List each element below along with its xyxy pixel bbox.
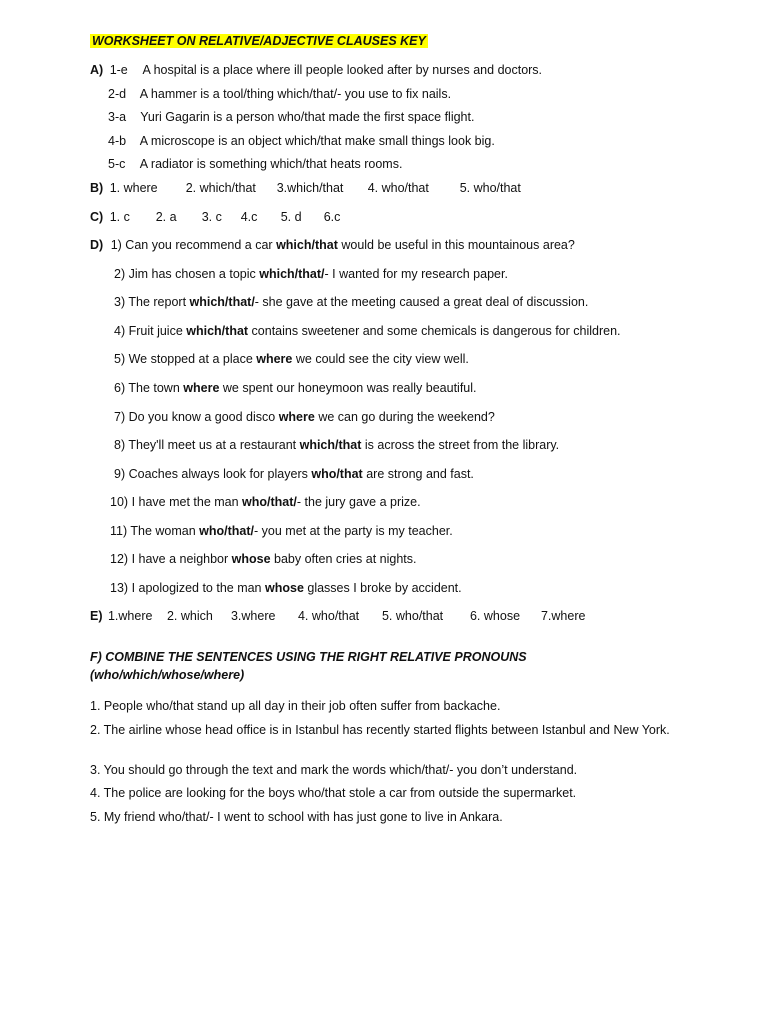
match-text: Yuri Gagarin is a person who/that made the first space flight. <box>140 110 475 124</box>
answer: 2. which <box>166 609 213 623</box>
answer: 1. where <box>109 181 158 195</box>
sentence-after: contains sweetener and some chemicals is dangerous for children. <box>248 324 621 338</box>
item-number: 8) <box>114 438 126 452</box>
section-b-label: B) <box>90 181 104 195</box>
sentence-after: we spent our honeymoon was really beautiful. <box>219 381 477 395</box>
section-d-item-9 <box>114 467 474 481</box>
answer: who/that/ <box>199 524 255 538</box>
match-code: 2-d <box>108 87 127 101</box>
answer: 1.where <box>107 609 153 623</box>
sentence-after: is across the street from the library. <box>361 438 560 452</box>
item-number: 13) <box>110 581 129 595</box>
match-code: 4-b <box>108 134 127 148</box>
section-d-item-5 <box>114 352 469 366</box>
answer: 4. who/that <box>367 181 429 195</box>
answer: which/that <box>276 238 338 252</box>
item-number: 1) <box>110 238 122 252</box>
section-d-item-10 <box>110 495 421 509</box>
item-number: 11) <box>110 524 128 538</box>
match-text: A hammer is a tool/thing which/that/- you use to fix nails. <box>139 87 452 101</box>
sentence-after: - you met at the party is my teacher. <box>254 524 453 538</box>
section-d-item-7 <box>114 410 495 424</box>
section-c-line <box>90 210 340 224</box>
sentence-after: are strong and fast. <box>362 467 474 481</box>
match-code: 5-c <box>108 157 126 171</box>
section-d-item-11 <box>110 524 453 538</box>
section-d-item-12 <box>110 552 416 566</box>
answer: which/that <box>299 438 362 452</box>
match-code: 1-e <box>109 63 128 77</box>
sentence-after: - the jury gave a prize. <box>296 495 421 509</box>
answer: whose <box>265 581 304 595</box>
sentence-after: we could see the city view well. <box>292 352 469 366</box>
item-number: 6) <box>114 381 126 395</box>
answer: 5. d <box>280 210 302 224</box>
answer: 5. who/that <box>459 181 521 195</box>
match-code: 3-a <box>108 110 127 124</box>
item-number: 12) <box>110 552 129 566</box>
answer: 4. who/that <box>297 609 360 623</box>
answer: whose <box>231 552 271 566</box>
section-f-item-1: 1. People who/that stand up all day in their job often suffer from backache. <box>90 699 501 713</box>
answer: which/that/ <box>259 267 325 281</box>
item-number: 5) <box>114 352 126 366</box>
sentence-before: I apologized to the man <box>131 581 265 595</box>
answer: 3. c <box>201 210 222 224</box>
section-c-label: C) <box>90 210 104 224</box>
section-d-item-6 <box>114 381 477 395</box>
section-f-item-5: 5. My friend who/that/- I went to school with has just gone to live in Ankara. <box>90 810 503 824</box>
section-d-item-3 <box>114 295 588 309</box>
section-e-line <box>90 609 585 623</box>
section-d-item-1 <box>90 238 575 252</box>
sentence-before: Fruit juice <box>128 324 187 338</box>
section-a-item-1 <box>90 63 542 77</box>
answer: 6.c <box>323 210 341 224</box>
match-text: A microscope is an object which/that make small things look big. <box>139 134 495 148</box>
answer: 7.where <box>540 609 586 623</box>
answer: who/that/ <box>242 495 297 509</box>
item-number: 4) <box>114 324 126 338</box>
sentence-before: The town <box>128 381 184 395</box>
sentence-after: - I wanted for my research paper. <box>324 267 508 281</box>
sentence-before: Jim has chosen a topic <box>128 267 260 281</box>
section-a-label: A) <box>90 63 104 77</box>
sentence-before: I have a neighbor <box>131 552 232 566</box>
section-a-item-4 <box>108 134 495 148</box>
section-d-label: D) <box>90 238 104 252</box>
section-f-item-3: 3. You should go through the text and mark the words which/that/- you don’t understand. <box>90 763 578 777</box>
match-text: A hospital is a place where ill people looked after by nurses and doctors. <box>142 63 543 77</box>
answer: 2. which/that <box>185 181 256 195</box>
sentence-after: glasses I broke by accident. <box>303 581 462 595</box>
sentence-after: we can go during the weekend? <box>314 410 495 424</box>
answer: which/that/ <box>189 295 255 309</box>
section-a-item-3 <box>108 110 474 124</box>
answer: where <box>183 381 220 395</box>
answer: which/that <box>186 324 249 338</box>
item-number: 2) <box>114 267 126 281</box>
worksheet-title: WORKSHEET ON RELATIVE/ADJECTIVE CLAUSES KEY <box>92 34 426 48</box>
item-number: 10) <box>110 495 129 509</box>
answer: 6. whose <box>469 609 521 623</box>
section-f-item-4: 4. The police are looking for the boys who/that stole a car from outside the supermarket. <box>90 786 577 800</box>
section-d-item-8 <box>114 438 559 452</box>
section-f-heading: F) COMBINE THE SENTENCES USING THE RIGHT RELATIVE PRONOUNS <box>90 650 527 664</box>
section-d-item-2 <box>114 267 508 281</box>
section-a-item-5 <box>108 157 402 171</box>
sentence-after: baby often cries at nights. <box>270 552 417 566</box>
answer: 2. a <box>155 210 177 224</box>
sentence-after: would be useful in this mountainous area? <box>337 238 575 252</box>
section-b-line <box>90 181 521 195</box>
item-number: 3) <box>114 295 126 309</box>
item-number: 7) <box>114 410 126 424</box>
sentence-before: Do you know a good disco <box>128 410 279 424</box>
section-f-item-2: 2. The airline whose head office is in Istanbul has recently started flights between Istanbul and New York. <box>90 723 670 737</box>
item-number: 9) <box>114 467 126 481</box>
section-a-item-2 <box>108 87 451 101</box>
answer: 3.which/that <box>276 181 344 195</box>
section-d-item-4 <box>114 324 621 338</box>
sentence-before: They'll meet us at a restaurant <box>128 438 300 452</box>
sentence-before: We stopped at a place <box>128 352 257 366</box>
answer: 3.where <box>230 609 276 623</box>
section-f-subheading: (who/which/whose/where) <box>90 668 245 682</box>
section-d-item-13 <box>110 581 462 595</box>
answer: where <box>278 410 315 424</box>
sentence-before: I have met the man <box>131 495 243 509</box>
match-text: A radiator is something which/that heats rooms. <box>139 157 403 171</box>
sentence-before: Coaches always look for players <box>128 467 312 481</box>
answer: 5. who/that <box>381 609 444 623</box>
answer: who/that <box>311 467 363 481</box>
sentence-before: The woman <box>130 524 200 538</box>
answer: where <box>256 352 293 366</box>
sentence-before: Can you recommend a car <box>125 238 277 252</box>
answer: 4.c <box>240 210 258 224</box>
answer: 1. c <box>109 210 130 224</box>
section-e-label: E) <box>90 609 103 623</box>
sentence-after: - she gave at the meeting caused a great deal of discussion. <box>254 295 589 309</box>
sentence-before: The report <box>128 295 190 309</box>
